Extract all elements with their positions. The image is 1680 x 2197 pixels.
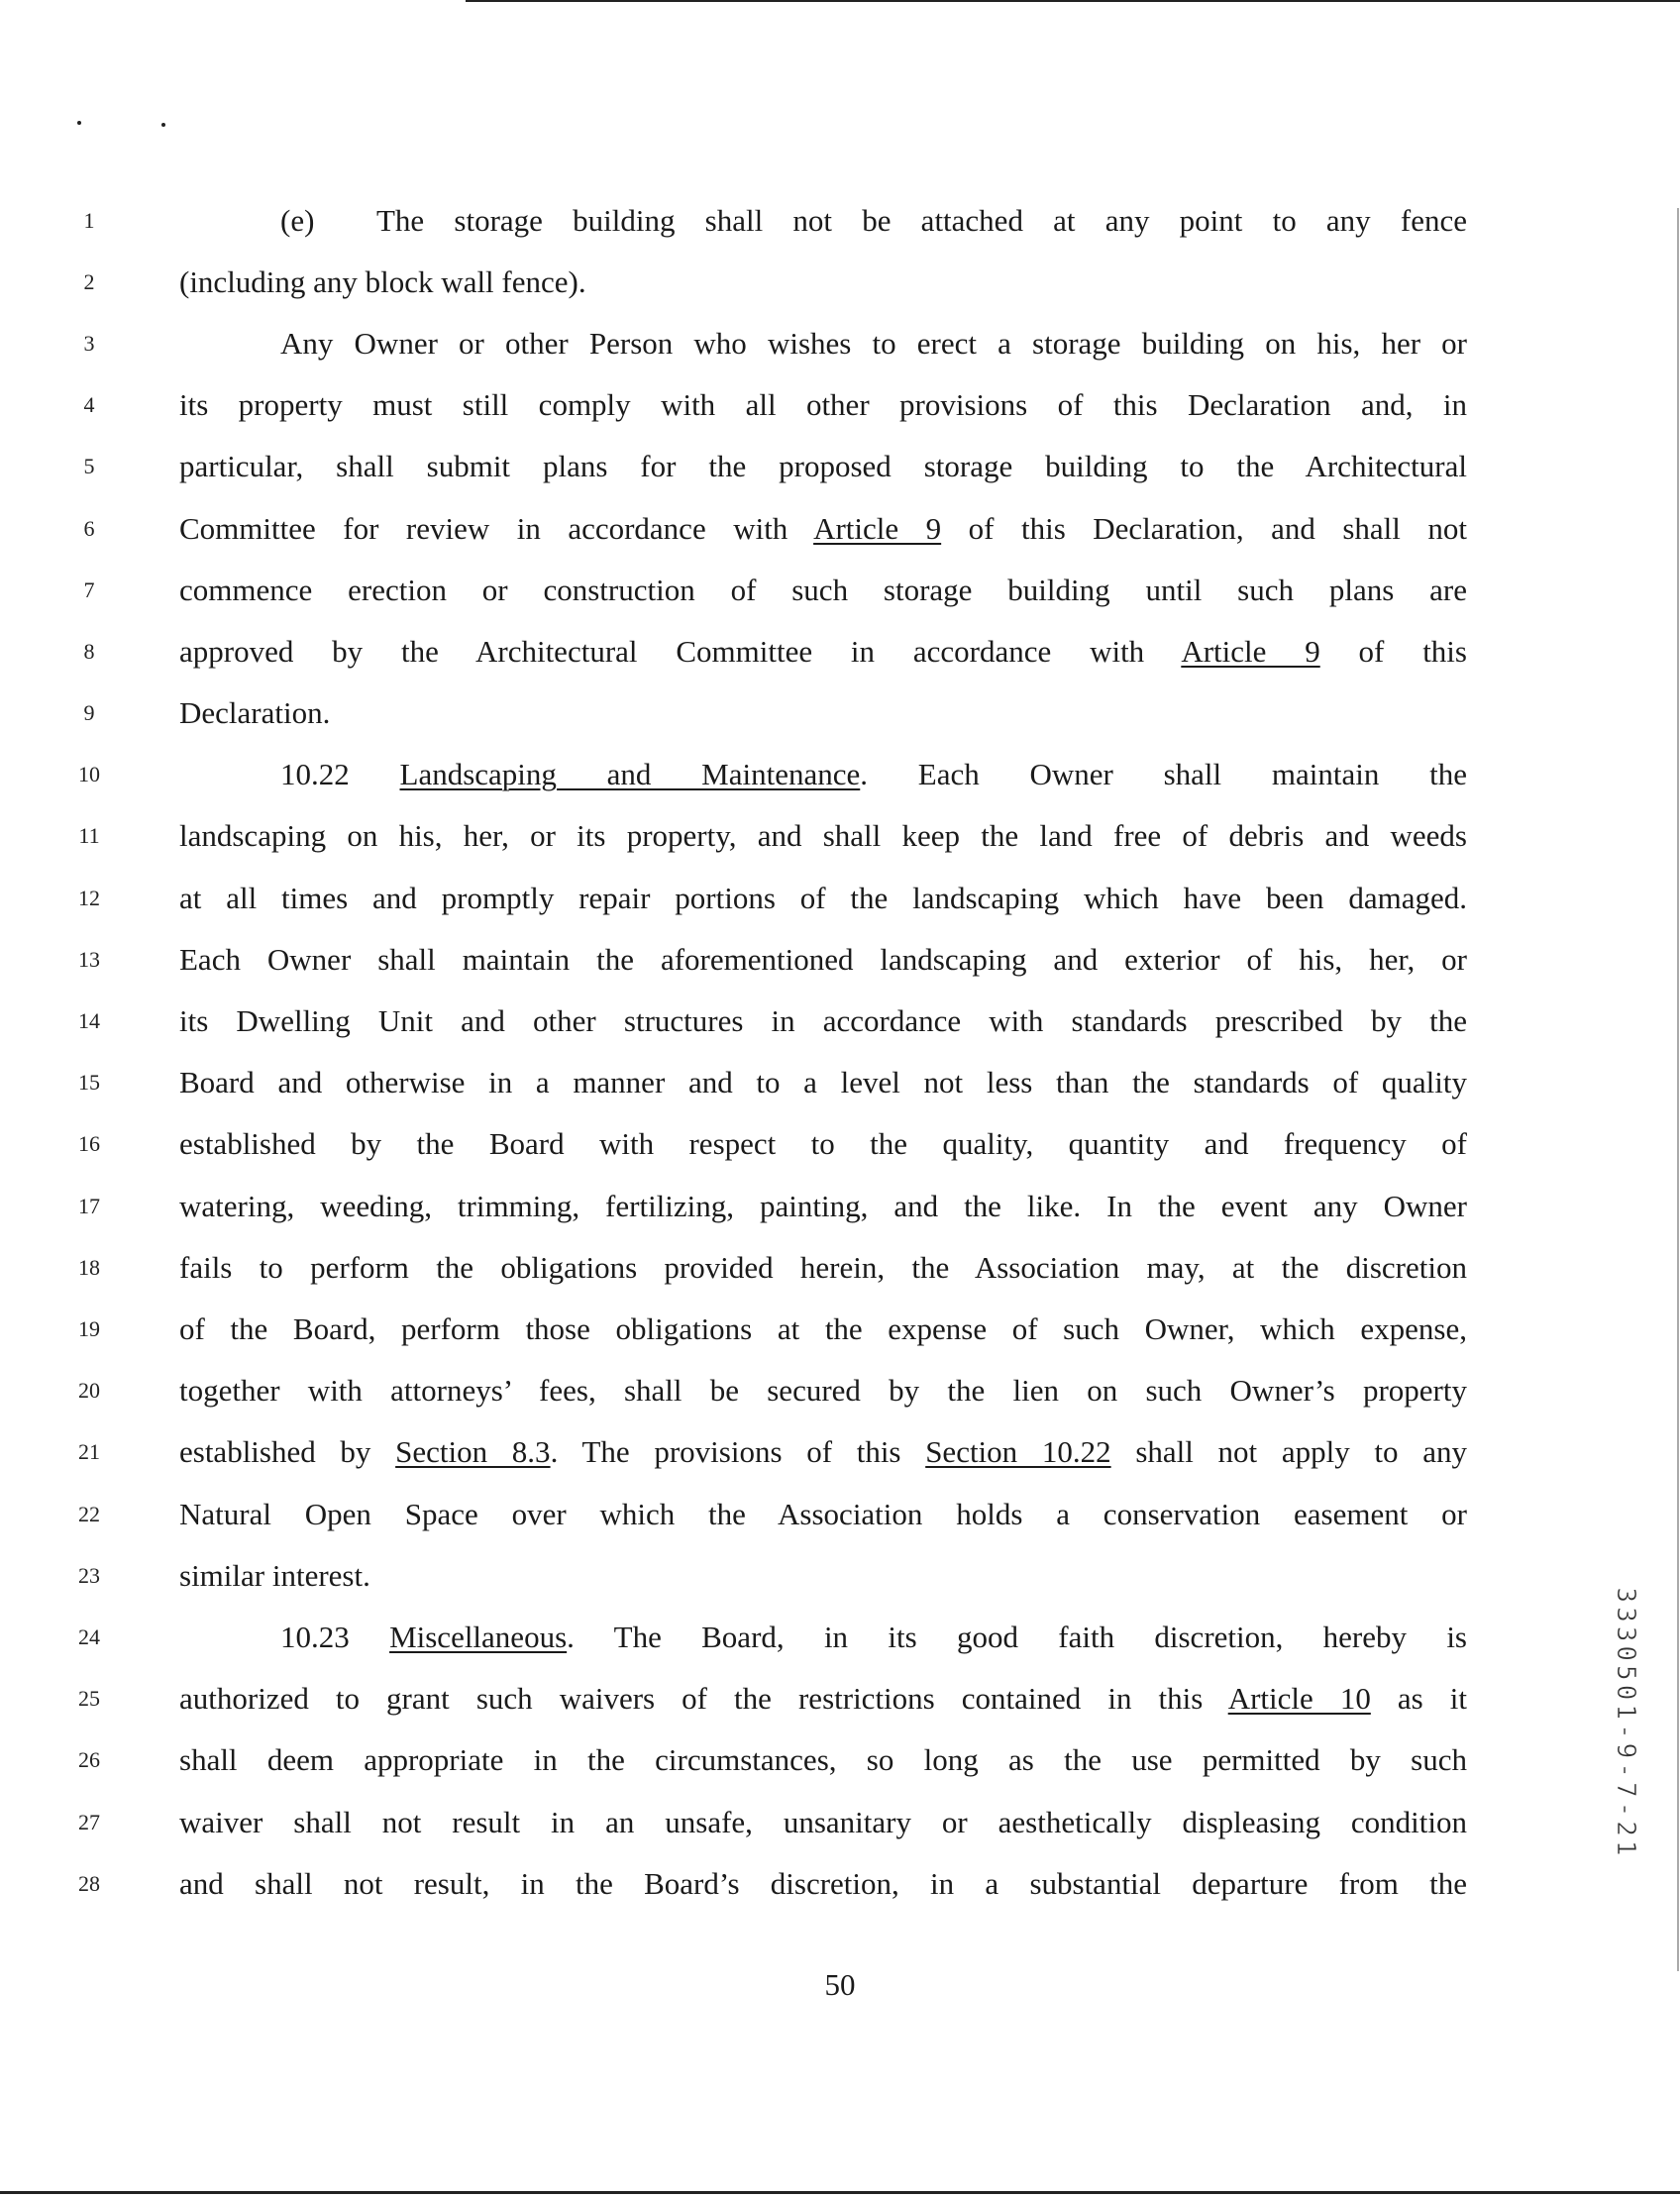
line-text: Any Owner or other Person who wishes to erect a storage building on his, her or [280, 326, 1467, 361]
document-line-21 [0, 1432, 1680, 1472]
document-line-26 [0, 1740, 1680, 1780]
document-line-3 [0, 324, 1680, 364]
top-scan-edge [466, 0, 1680, 2]
document-line-16 [0, 1124, 1680, 1164]
line-number: 8 [83, 639, 95, 664]
line-number: 19 [78, 1316, 100, 1341]
article-9-reference: Article 9 [1181, 634, 1320, 669]
document-line-9 [0, 693, 1680, 733]
line-text: Committee for review in accordance with Article 9 of this Declaration, and shall not [179, 511, 1467, 546]
line-text: watering, weeding, trimming, fertilizing, painting, and the like. In the event any Owner [179, 1189, 1467, 1223]
section-title-landscaping: Landscaping and Maintenance [399, 757, 861, 791]
line-text: Board and otherwise in a manner and to a level not less than the standards of quality [179, 1065, 1467, 1099]
section-8-3-reference: Section 8.3 [395, 1434, 551, 1469]
line-number: 9 [83, 700, 95, 725]
document-line-28 [0, 1864, 1680, 1904]
document-line-8 [0, 632, 1680, 672]
line-number: 6 [83, 516, 95, 541]
line-number: 4 [83, 392, 95, 417]
document-line-17 [0, 1187, 1680, 1226]
line-number: 1 [83, 208, 95, 233]
line-text: together with attorneys’ fees, shall be secured by the lien on such Owner’s property [179, 1373, 1467, 1408]
document-line-13 [0, 940, 1680, 980]
line-number: 3 [83, 331, 95, 356]
line-text: landscaping on his, her, or its property, and shall keep the land free of debris and weeds [179, 818, 1467, 853]
line-text: at all times and promptly repair portions of the landscaping which have been damaged. [179, 881, 1467, 915]
line-text: The storage building shall not be attached at any point to any fence [376, 203, 1467, 238]
section-10-22-reference: Section 10.22 [925, 1434, 1111, 1469]
line-text: established by the Board with respect to the quality, quantity and frequency of [179, 1126, 1467, 1161]
document-line-23 [0, 1556, 1680, 1596]
section-title-miscellaneous: Miscellaneous [389, 1620, 568, 1654]
document-line-5 [0, 447, 1680, 486]
line-text: waiver shall not result in an unsafe, unsanitary or aesthetically displeasing condition [179, 1805, 1467, 1839]
scan-speck [77, 121, 81, 125]
line-text: (including any block wall fence). [179, 264, 586, 299]
line-text: its Dwelling Unit and other structures in accordance with standards prescribed by the [179, 1003, 1467, 1038]
document-line-15 [0, 1063, 1680, 1102]
line-text: authorized to grant such waivers of the restrictions contained in this Article 10 as it [179, 1681, 1467, 1716]
line-number: 22 [78, 1502, 100, 1526]
line-number: 12 [78, 886, 100, 910]
article-10-reference: Article 10 [1227, 1681, 1371, 1716]
line-text: Declaration. [179, 695, 331, 730]
line-text: particular, shall submit plans for the proposed storage building to the Architectural [179, 449, 1467, 483]
section-heading-line: 10.23 Miscellaneous. The Board, in its good faith discretion, hereby is [280, 1620, 1468, 1654]
document-line-19 [0, 1309, 1680, 1349]
line-text: fails to perform the obligations provided herein, the Association may, at the discretion [179, 1250, 1467, 1285]
line-text: its property must still comply with all other provisions of this Declaration and, in [179, 387, 1467, 422]
line-text: Natural Open Space over which the Association holds a conservation easement or [179, 1497, 1467, 1531]
line-number: 16 [78, 1131, 100, 1156]
scan-speck [161, 123, 165, 127]
subsection-label: (e) [280, 203, 315, 238]
line-number: 28 [78, 1871, 100, 1896]
line-text: Each Owner shall maintain the aforementioned landscaping and exterior of his, her, or [179, 942, 1467, 977]
line-number: 18 [78, 1255, 100, 1280]
recording-stamp: 3330501-9-7-21 [1611, 1587, 1640, 1860]
line-number: 17 [78, 1194, 100, 1218]
document-line-22 [0, 1495, 1680, 1534]
line-number: 2 [83, 269, 95, 294]
document-line-20 [0, 1371, 1680, 1411]
bottom-scan-edge [0, 2191, 1680, 2194]
line-text: of the Board, perform those obligations at the expense of such Owner, which expense, [179, 1311, 1467, 1346]
line-number: 23 [78, 1563, 100, 1588]
line-text: similar interest. [179, 1558, 370, 1593]
line-number: 14 [78, 1008, 100, 1033]
line-number: 7 [83, 577, 95, 602]
line-number: 26 [78, 1747, 100, 1772]
line-text: commence erection or construction of such storage building until such plans are [179, 573, 1467, 607]
line-number: 27 [78, 1810, 100, 1834]
document-line-7 [0, 571, 1680, 610]
document-line-25 [0, 1679, 1680, 1719]
document-line-10 [0, 755, 1680, 794]
line-number: 20 [78, 1378, 100, 1403]
document-line-1 [0, 201, 1680, 241]
document-line-18 [0, 1248, 1680, 1288]
line-number: 24 [78, 1624, 100, 1649]
document-line-24 [0, 1618, 1680, 1657]
page-number: 50 [824, 1967, 856, 2002]
line-number: 11 [78, 823, 100, 848]
line-number: 15 [78, 1070, 100, 1095]
line-text: approved by the Architectural Committee in accordance with Article 9 of this [179, 634, 1467, 669]
line-number: 5 [83, 454, 95, 478]
document-line-2 [0, 262, 1680, 302]
line-text: and shall not result, in the Board’s discretion, in a substantial departure from the [179, 1866, 1467, 1901]
document-line-12 [0, 879, 1680, 918]
line-text: established by Section 8.3. The provisions of this Section 10.22 shall not apply to any [179, 1434, 1467, 1469]
line-number: 25 [78, 1686, 100, 1711]
article-9-reference: Article 9 [813, 511, 942, 546]
line-number: 10 [78, 762, 100, 786]
document-line-14 [0, 1001, 1680, 1041]
document-line-6 [0, 509, 1680, 549]
document-line-11 [0, 816, 1680, 856]
line-number: 13 [78, 947, 100, 972]
document-line-27 [0, 1803, 1680, 1842]
document-line-4 [0, 385, 1680, 425]
line-text: shall deem appropriate in the circumstances, so long as the use permitted by such [179, 1742, 1467, 1777]
line-number: 21 [78, 1439, 100, 1464]
section-heading-line: 10.22 Landscaping and Maintenance. Each Owner shall maintain the [280, 757, 1467, 791]
